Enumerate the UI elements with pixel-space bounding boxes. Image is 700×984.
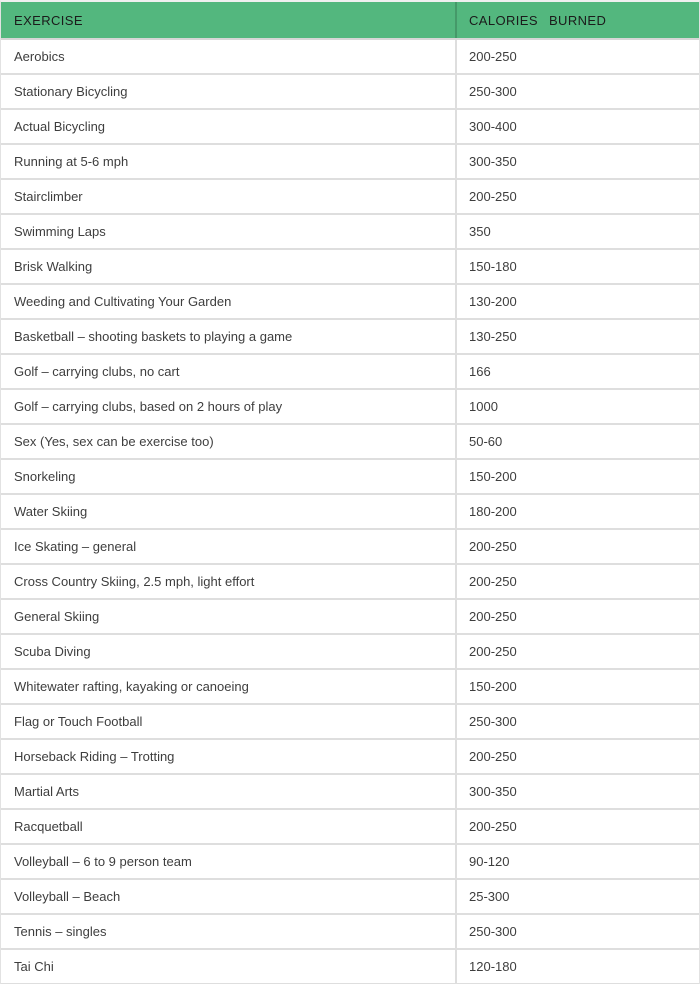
exercise-cell: Volleyball – Beach bbox=[14, 889, 121, 904]
calories-cell: 180-200 bbox=[455, 495, 699, 528]
calories-cell: 150-180 bbox=[455, 250, 699, 283]
table-row bbox=[1, 110, 699, 145]
calories-cell: 200-250 bbox=[455, 600, 699, 633]
calories-cell: 150-200 bbox=[455, 670, 699, 703]
table-row bbox=[1, 180, 699, 215]
table-row bbox=[1, 355, 699, 390]
table-row bbox=[1, 250, 699, 285]
calories-cell: 90-120 bbox=[455, 845, 699, 878]
table-row bbox=[1, 75, 699, 110]
exercise-cell: Golf – carrying clubs, based on 2 hours of play bbox=[14, 399, 283, 414]
exercise-cell: Cross Country Skiing, 2.5 mph, light effort bbox=[14, 574, 255, 589]
exercise-cell: Tennis – singles bbox=[14, 924, 107, 939]
exercise-cell: Scuba Diving bbox=[14, 644, 91, 659]
table-row bbox=[1, 950, 699, 984]
calories-cell: 130-250 bbox=[455, 320, 699, 353]
exercise-cell: Running at 5-6 mph bbox=[14, 154, 129, 169]
exercise-cell: Flag or Touch Football bbox=[14, 714, 143, 729]
calories-cell: 200-250 bbox=[455, 530, 699, 563]
exercise-cell: Swimming Laps bbox=[14, 224, 106, 239]
column-header-calories-burned: CALORIES BURNED bbox=[455, 2, 699, 38]
table-row bbox=[1, 705, 699, 740]
calories-cell: 250-300 bbox=[455, 915, 699, 948]
exercise-cell: Water Skiing bbox=[14, 504, 88, 519]
exercise-cell: Ice Skating – general bbox=[14, 539, 137, 554]
calories-cell: 166 bbox=[455, 355, 699, 388]
exercise-cell: Actual Bicycling bbox=[14, 119, 106, 134]
exercise-cell: Stairclimber bbox=[14, 189, 83, 204]
exercise-cell: Brisk Walking bbox=[14, 259, 93, 274]
exercise-cell: Horseback Riding – Trotting bbox=[14, 749, 175, 764]
exercise-cell: Racquetball bbox=[14, 819, 83, 834]
calories-cell: 250-300 bbox=[455, 705, 699, 738]
calories-cell: 200-250 bbox=[455, 635, 699, 668]
table-row bbox=[1, 425, 699, 460]
exercise-cell: Basketball – shooting baskets to playing a game bbox=[14, 329, 293, 344]
calories-cell: 200-250 bbox=[455, 740, 699, 773]
column-header-exercise: EXERCISE bbox=[14, 12, 83, 28]
exercise-cell: Tai Chi bbox=[14, 959, 54, 974]
calories-cell: 200-250 bbox=[455, 40, 699, 73]
calories-cell: 200-250 bbox=[455, 810, 699, 843]
calories-cell: 25-300 bbox=[455, 880, 699, 913]
table-row bbox=[1, 635, 699, 670]
calories-cell: 130-200 bbox=[455, 285, 699, 318]
exercise-cell: Golf – carrying clubs, no cart bbox=[14, 364, 180, 379]
exercise-cell: Stationary Bicycling bbox=[14, 84, 128, 99]
table-row bbox=[1, 145, 699, 180]
calories-cell: 350 bbox=[455, 215, 699, 248]
exercise-cell: General Skiing bbox=[14, 609, 100, 624]
exercise-cell: Sex (Yes, sex can be exercise too) bbox=[14, 434, 214, 449]
table-row bbox=[1, 810, 699, 845]
calories-cell: 300-350 bbox=[455, 775, 699, 808]
calories-cell: 50-60 bbox=[455, 425, 699, 458]
table-row bbox=[1, 600, 699, 635]
calories-cell: 300-350 bbox=[455, 145, 699, 178]
exercise-cell: Whitewater rafting, kayaking or canoeing bbox=[14, 679, 249, 694]
calories-cell: 250-300 bbox=[455, 75, 699, 108]
exercise-cell: Volleyball – 6 to 9 person team bbox=[14, 854, 192, 869]
exercise-cell: Weeding and Cultivating Your Garden bbox=[14, 294, 232, 309]
exercise-cell: Snorkeling bbox=[14, 469, 76, 484]
table-row bbox=[1, 460, 699, 495]
table-header-row bbox=[1, 2, 699, 40]
table-row bbox=[1, 880, 699, 915]
calories-cell: 150-200 bbox=[455, 460, 699, 493]
table-row bbox=[1, 285, 699, 320]
exercise-cell: Martial Arts bbox=[14, 784, 80, 799]
table-row bbox=[1, 775, 699, 810]
calories-cell: 1000 bbox=[455, 390, 699, 423]
table-row bbox=[1, 740, 699, 775]
calories-cell: 120-180 bbox=[455, 950, 699, 983]
table-row bbox=[1, 670, 699, 705]
table-row bbox=[1, 530, 699, 565]
table-row bbox=[1, 565, 699, 600]
table-row bbox=[1, 845, 699, 880]
table-row bbox=[1, 915, 699, 950]
table-row bbox=[1, 40, 699, 75]
table-row bbox=[1, 390, 699, 425]
table-row bbox=[1, 495, 699, 530]
calories-cell: 300-400 bbox=[455, 110, 699, 143]
table-row bbox=[1, 215, 699, 250]
calories-cell: 200-250 bbox=[455, 565, 699, 598]
calories-cell: 200-250 bbox=[455, 180, 699, 213]
exercise-cell: Aerobics bbox=[14, 49, 65, 64]
table-row bbox=[1, 320, 699, 355]
